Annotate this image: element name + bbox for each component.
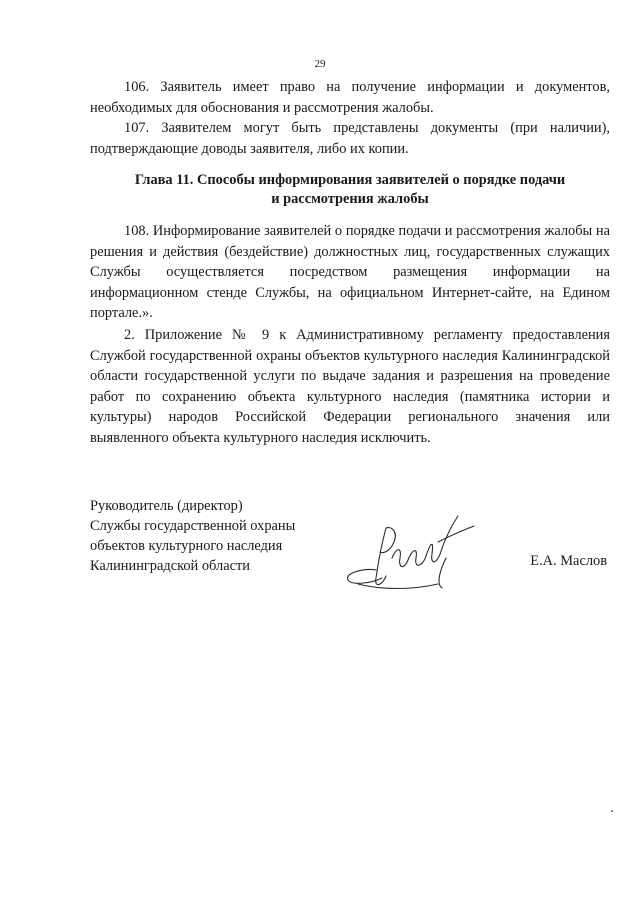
paragraphs-106-107	[90, 77, 610, 159]
paragraph-108: 108. Информирование заявителей о порядке подачи и рассмотрения жалобы на решения и действия (бездействие) должностных лиц, государственных служащих Службы осуществляется посредством размещения информации на информационном стенде Службы, на официальном Интернет-сайте, на Едином портале.».	[90, 223, 610, 321]
page-number: 29	[314, 58, 326, 70]
signatory-position-line: Калининградской области	[90, 558, 250, 574]
handwritten-signature	[342, 508, 492, 598]
signatory-position-line: Службы государственной охраны	[90, 518, 296, 534]
chapter-heading	[90, 171, 610, 209]
signatory-position-line: объектов культурного наследия	[90, 538, 283, 554]
signatory-name: Е.А. Маслов	[530, 553, 607, 569]
chapter-heading-line-2: и рассмотрения жалобы	[271, 191, 429, 207]
signatory-position	[90, 496, 295, 576]
chapter-heading-line-1: Глава 11. Способы информирования заявителей о порядке подачи	[134, 172, 566, 188]
paragraph-108-block	[90, 221, 610, 324]
item-2-block	[90, 325, 610, 448]
paragraph-106: 106. Заявитель имеет право на получение информации и документов, необходимых для обоснования и рассмотрения жалобы.	[90, 79, 610, 116]
scan-speck	[611, 810, 613, 812]
paragraph-107: 107. Заявителем могут быть представлены документы (при наличии), подтверждающие доводы заявителя, либо их копии.	[90, 120, 610, 157]
signatory-position-line: Руководитель (директор)	[90, 498, 243, 514]
item-2-paragraph: 2. Приложение № 9 к Административному регламенту предоставления Службой государственной охраны объектов культурного наследия Калининградской области государственной услуги по выдаче задания и разрешения на проведение работ по сохранению объекта культурного наследия (памятника истории и культуры) народов Российской Федерации регионального значения или выявленного объекта культурного наследия исключить.	[90, 327, 610, 446]
